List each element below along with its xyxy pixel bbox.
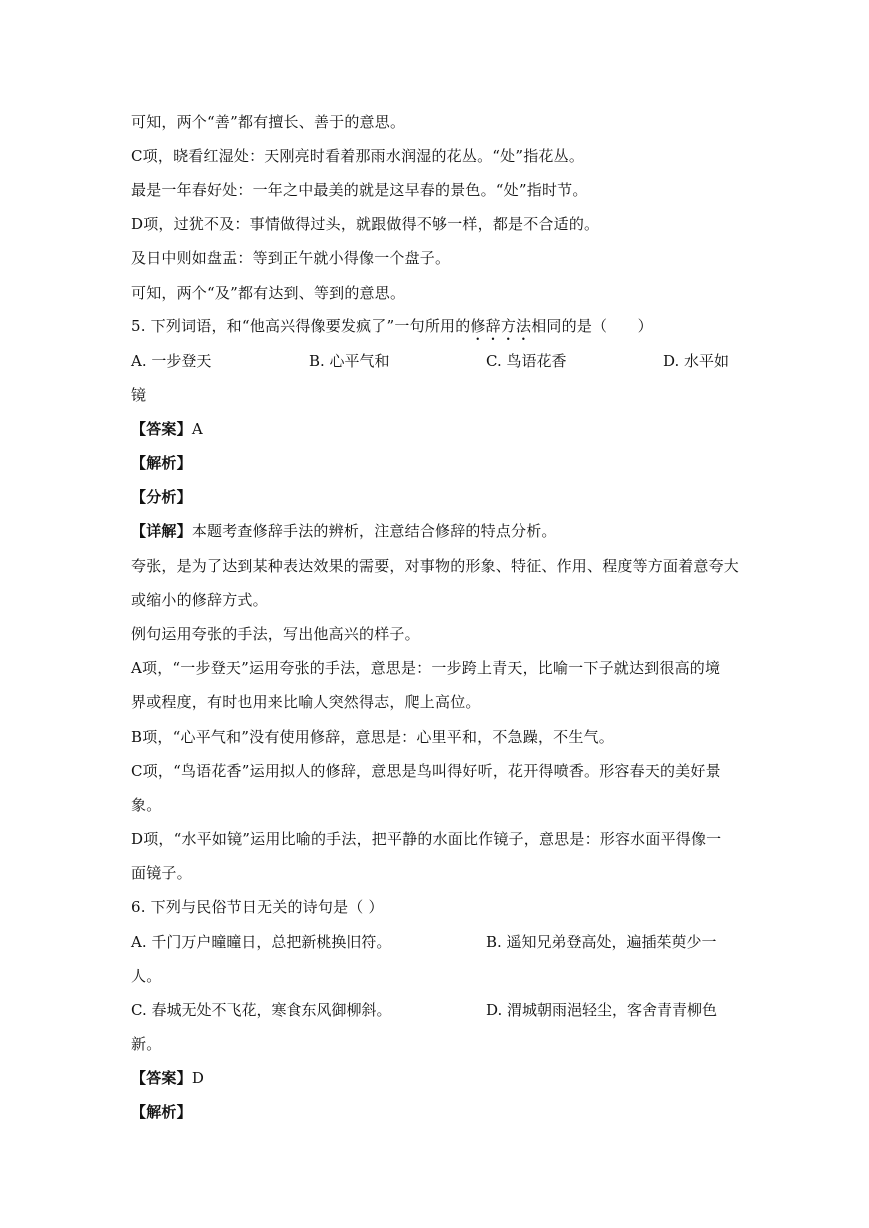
paragraph-p4: D项，过犹不及：事情做得过头，就跟做得不够一样，都是不合适的。	[131, 215, 600, 233]
question-5-stem	[131, 316, 741, 344]
detail-label: 【详解】	[131, 522, 192, 540]
paragraph-p1: 可知，两个“善”都有擅长、善于的意思。	[131, 113, 406, 131]
q5-line-2: 或缩小的修辞方式。	[131, 591, 268, 609]
question-5-option-c: C. 鸟语花香	[486, 352, 567, 370]
paragraph-p2: C项，晓看红湿处：天刚亮时看着那雨水润湿的花丛。“处”指花丛。	[131, 147, 585, 165]
question-5-option-b: B. 心平气和	[309, 352, 390, 370]
q5-line-3: 例句运用夸张的手法，写出他高兴的样子。	[131, 625, 420, 643]
answer-label: 【答案】	[131, 1069, 192, 1087]
q5-line-1: 夸张，是为了达到某种表达效果的需要，对事物的形象、特征、作用、程度等方面着意夸大	[131, 557, 740, 575]
question-5-answer	[131, 419, 741, 439]
question-5-option-d-continued: 镜	[131, 386, 147, 404]
question-6-answer	[131, 1068, 741, 1088]
question-6-option-b: B. 遥知兄弟登高处，遍插茱萸少一	[486, 933, 717, 951]
question-6-option-d: D. 渭城朝雨浥轻尘，客舍青青柳色	[486, 1001, 718, 1019]
q5-line-4: A项，“一步登天”运用夸张的手法，意思是：一步跨上青天，比喻一下子就达到很高的境	[131, 659, 721, 677]
question-6-option-b-continued: 人。	[131, 967, 162, 985]
detail-text: 本题考查修辞手法的辨析，注意结合修辞的特点分析。	[191, 522, 557, 540]
question-5-stem-after: 相同的是（ ）	[531, 317, 653, 335]
q5-line-6: B项，“心平气和”没有使用修辞，意思是：心里平和，不急躁，不生气。	[131, 728, 614, 746]
question-6-option-d-continued: 新。	[131, 1035, 162, 1053]
q5-line-10: 面镜子。	[131, 864, 192, 882]
question-6-stem: 6. 下列与民俗节日无关的诗句是（ ）	[131, 898, 384, 916]
question-5-stem-before: 5. 下列词语，和“他高兴得像要发疯了”一句所用的	[131, 317, 471, 335]
question-6-option-a: A. 千门万户曈曈日，总把新桃换旧符。	[131, 933, 392, 951]
paragraph-p3: 最是一年春好处：一年之中最美的就是这早春的景色。“处”指时节。	[131, 181, 588, 199]
question-5-option-a: A. 一步登天	[131, 352, 212, 370]
paragraph-p6: 可知，两个“及”都有达到、等到的意思。	[131, 284, 406, 302]
q5-line-7: C项，“鸟语花香”运用拟人的修辞，意思是鸟叫得好听，花开得喷香。形容春天的美好景	[131, 762, 721, 780]
q5-line-9: D项，“水平如镜”运用比喻的手法，把平静的水面比作镜子，意思是：形容水面平得像一	[131, 830, 722, 848]
answer-label: 【答案】	[131, 420, 192, 438]
paragraph-p5: 及日中则如盘盂：等到正午就小得像一个盘子。	[131, 249, 451, 267]
q5-line-5: 界或程度，有时也用来比喻人突然得志，爬上高位。	[131, 693, 481, 711]
question-5-fenxi-label: 【分析】	[131, 488, 192, 506]
answer-value: A	[191, 420, 203, 438]
q5-line-8: 象。	[131, 796, 162, 814]
question-5-option-d: D. 水平如	[663, 352, 730, 370]
question-5-stem-emphasis: 修辞方法	[470, 317, 532, 335]
question-6-option-c: C. 春城无处不飞花，寒食东风御柳斜。	[131, 1001, 392, 1019]
question-5-detail	[131, 521, 741, 541]
answer-value: D	[191, 1069, 205, 1087]
question-6-analysis-label: 【解析】	[131, 1103, 192, 1121]
question-5-analysis-label: 【解析】	[131, 454, 192, 472]
